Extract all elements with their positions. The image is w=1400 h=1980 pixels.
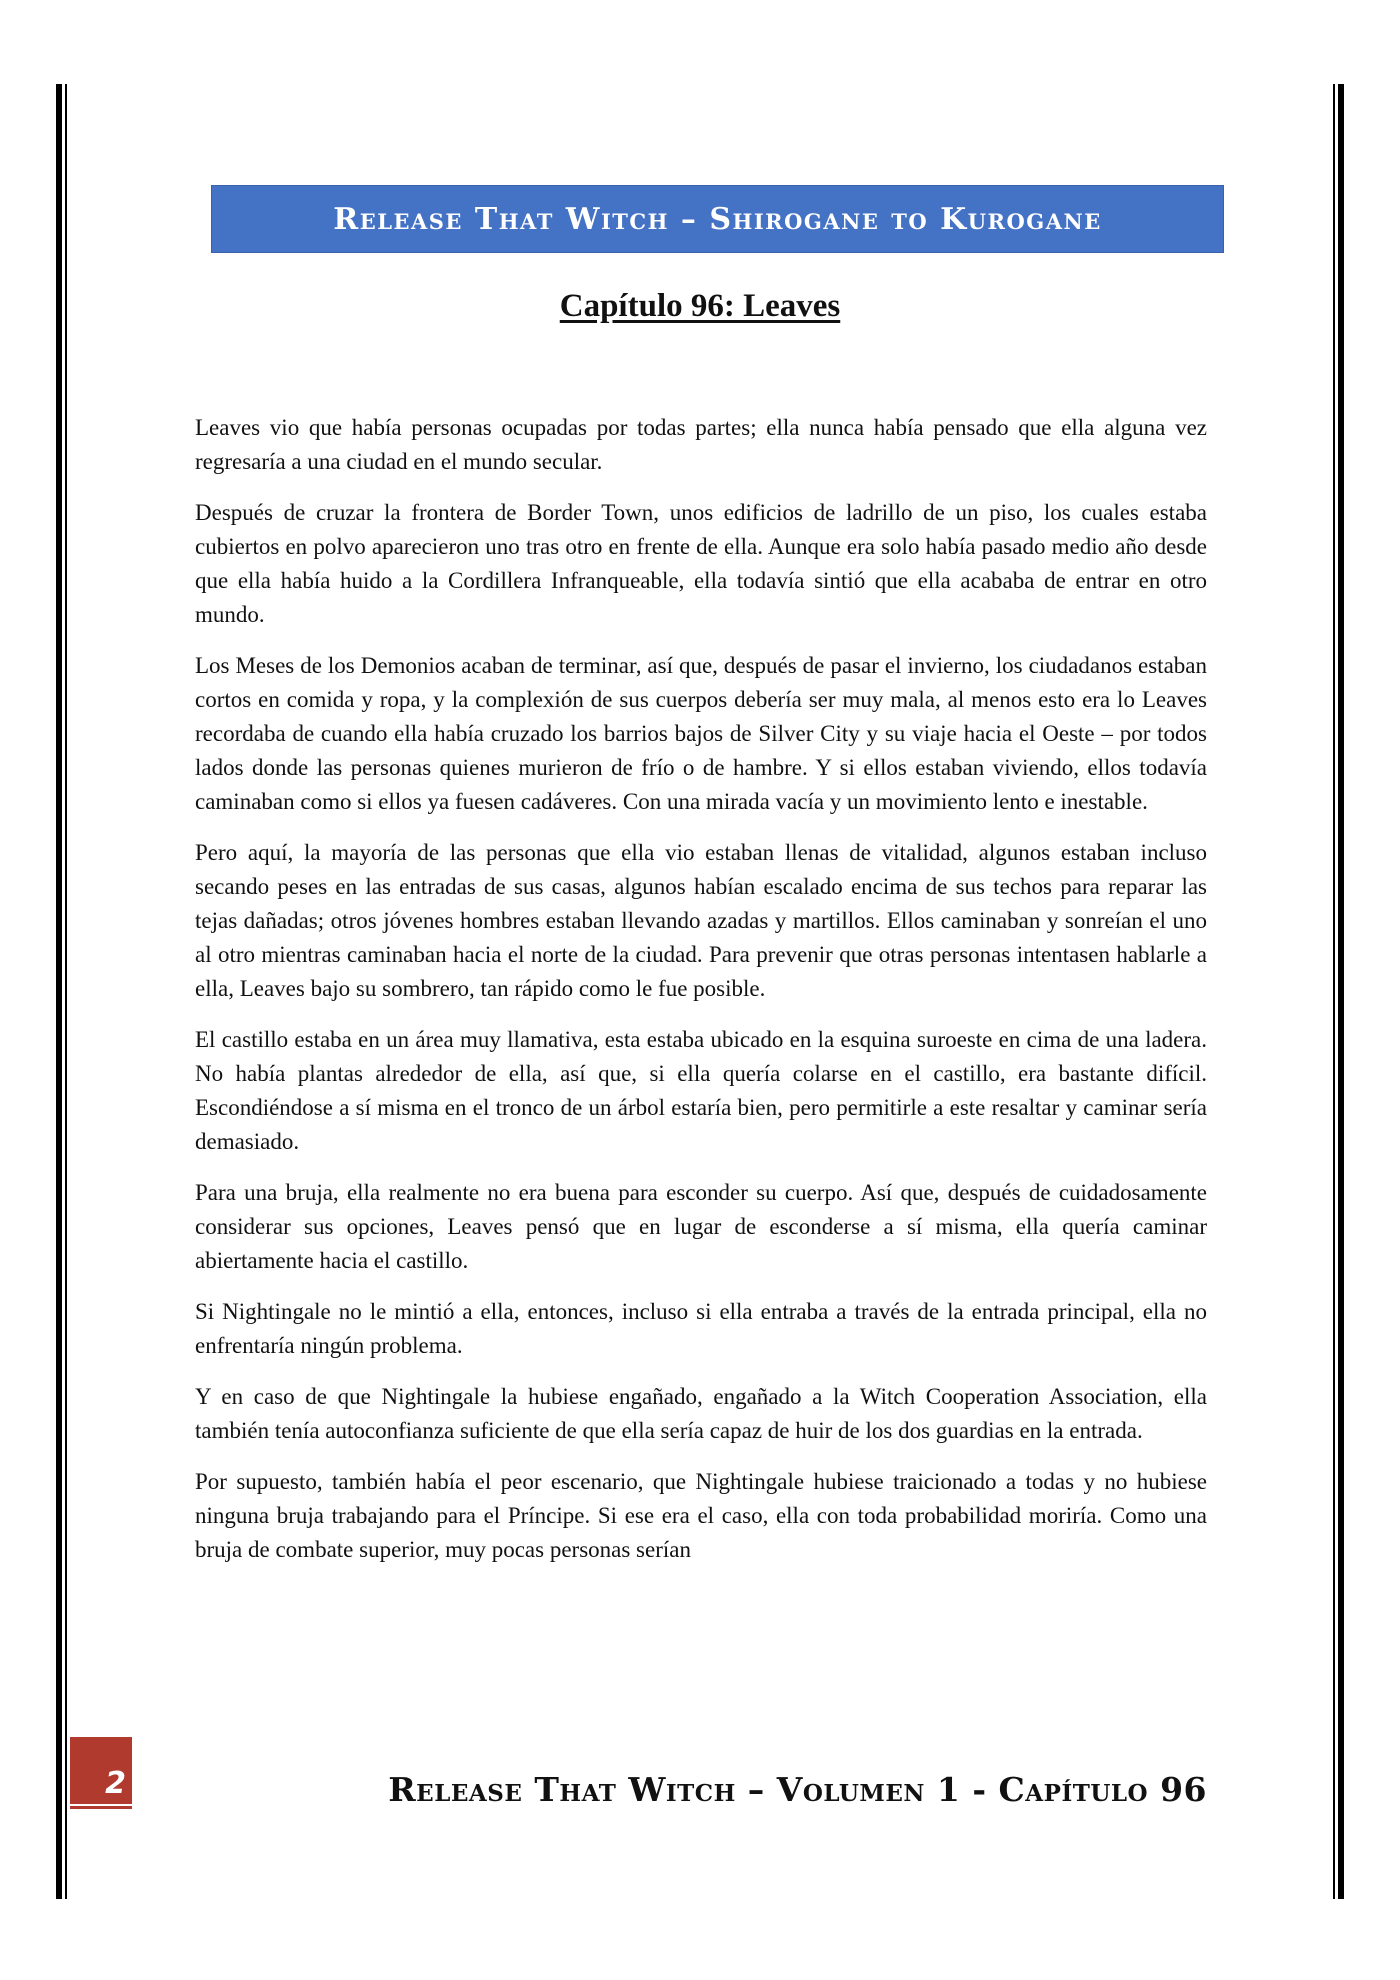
paragraph: Pero aquí, la mayoría de las personas que ella vio estaban llenas de vitalidad, algunos estaban incluso secando peses en las entradas de sus casas, algunos habían escalado encima de sus techos para reparar las tejas dañadas; otros jóvenes hombres estaban llevando azadas y martillos. Ellos caminaban y sonreían el uno al otro mientras caminaban hacia el norte de la ciudad. Para prevenir que otras personas intentasen hablarle a ella, Leaves bajo su sombrero, tan rápido como le fue posible.	[195, 840, 1207, 1001]
page-number-underline	[70, 1804, 132, 1806]
paragraph: El castillo estaba en un área muy llamativa, esta estaba ubicado en la esquina suroeste en cima de una ladera. No había plantas alrededor de ella, así que, si ella quería colarse en el castillo, era bastante difícil. Escondiéndose a sí misma en el tronco de un árbol estaría bien, pero permitirle a este resaltar y caminar sería demasiado.	[195, 1027, 1207, 1154]
paragraph: Y en caso de que Nightingale la hubiese engañado, engañado a la Witch Cooperation Association, ella también tenía autoconfianza suficiente de que ella sería capaz de huir de los dos guardias en la entrada.	[195, 1384, 1207, 1443]
page-border-left-thick	[56, 84, 62, 1899]
page-border-right-thick	[1338, 84, 1344, 1899]
paragraph: Después de cruzar la frontera de Border Town, unos edificios de ladrillo de un piso, los cuales estaba cubiertos en polvo aparecieron uno tras otro en frente de ella. Aunque era solo había pasado medio año desde que ella había huido a la Cordillera Infranqueable, ella todavía sintió que ella acababa de entrar en otro mundo.	[195, 500, 1207, 627]
footer-title: Release That Witch – Volumen 1 - Capítulo 96	[388, 1770, 1207, 1809]
paragraph: Para una bruja, ella realmente no era buena para esconder su cuerpo. Así que, después de cuidadosamente considerar sus opciones, Leaves pensó que en lugar de esconderse a sí misma, ella quería caminar abiertamente hacia el castillo.	[195, 1180, 1207, 1273]
page-number: 2	[105, 1766, 126, 1801]
page-number-box	[70, 1737, 132, 1809]
page-border-left-thin	[65, 84, 67, 1899]
header-banner	[211, 185, 1224, 253]
paragraph: Por supuesto, también había el peor escenario, que Nightingale hubiese traicionado a todas y no hubiese ninguna bruja trabajando para el Príncipe. Si ese era el caso, ella con toda probabilidad moriría. Como una bruja de combate superior, muy pocas personas serían	[195, 1469, 1207, 1562]
paragraph: Leaves vio que había personas ocupadas por todas partes; ella nunca había pensado que ella alguna vez regresaría a una ciudad en el mundo secular.	[195, 415, 1207, 474]
paragraph: Los Meses de los Demonios acaban de terminar, así que, después de pasar el invierno, los ciudadanos estaban cortos en comida y ropa, y la complexión de sus cuerpos debería ser muy mala, al menos esto era lo Leaves recordaba de cuando ella había cruzado los barrios bajos de Silver City y su viaje hacia el Oeste – por todos lados donde las personas quienes murieron de frío o de hambre. Y si ellos estaban viviendo, ellos todavía caminaban como si ellos ya fuesen cadáveres. Con una mirada vacía y un movimiento lento e inestable.	[195, 653, 1207, 814]
paragraph: Si Nightingale no le mintió a ella, entonces, incluso si ella entraba a través de la entrada principal, ella no enfrentaría ningún problema.	[195, 1299, 1207, 1358]
chapter-body	[195, 411, 1207, 1584]
chapter-title: Capítulo 96: Leaves	[559, 288, 841, 324]
header-banner-text: Release That Witch – Shirogane to Kurogane	[333, 201, 1102, 237]
page-border-right-thin	[1333, 84, 1335, 1899]
